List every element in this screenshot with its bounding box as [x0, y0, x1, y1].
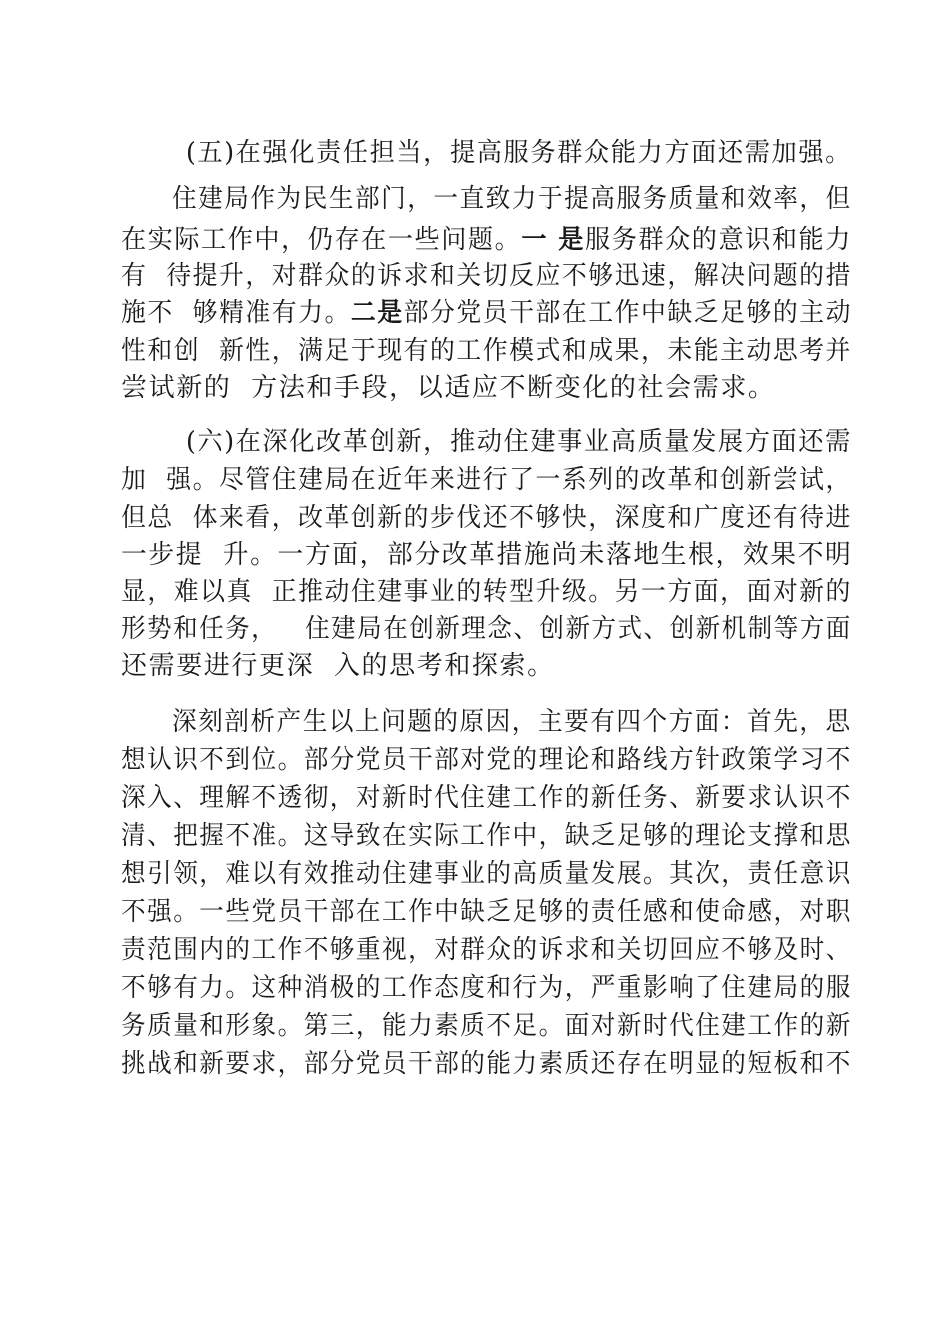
paragraph-line	[121, 222, 852, 258]
text-run: 施不 够精准有力。	[121, 298, 351, 328]
section-heading-5: (五)在强化责任担当，提高服务群众能力方面还需加强。	[186, 138, 852, 168]
paragraph-line: 清、把握不准。这导致在实际工作中，缺乏足够的理论支撑和思	[121, 821, 852, 851]
text-run: 部分党员干部在工作中缺乏足够的主动	[403, 298, 852, 328]
paragraph-line: 形势和任务， 住建局在创新理念、创新方式、创新机制等方面	[121, 614, 852, 644]
paragraph-line: 深刻剖析产生以上问题的原因，主要有四个方面：首先，思	[172, 707, 852, 737]
paragraph-line: 不强。一些党员干部在工作中缺乏足够的责任感和使命感，对职	[121, 897, 852, 927]
paragraph-line: 但总 体来看，改革创新的步伐还不够快，深度和广度还有待进	[121, 503, 852, 533]
paragraph-line: 不够有力。这种消极的工作态度和行为，严重影响了住建局的服	[121, 973, 852, 1003]
paragraph-line: 务质量和形象。第三，能力素质不足。面对新时代住建工作的新	[121, 1011, 852, 1041]
paragraph-line: 有 待提升，对群众的诉求和关切反应不够迅速，解决问题的措	[121, 261, 852, 291]
paragraph-line: 还需要进行更深 入的思考和探索。	[121, 651, 555, 681]
paragraph-line: 尝试新的 方法和手段，以适应不断变化的社会需求。	[121, 373, 776, 403]
paragraph-line: 加 强。尽管住建局在近年来进行了一系列的改革和创新尝试，	[121, 465, 852, 495]
paragraph-line: 性和创 新性，满足于现有的工作模式和成果，未能主动思考并	[121, 336, 852, 366]
paragraph-line: 显，难以真 正推动住建事业的转型升级。另一方面，面对新的	[121, 577, 852, 607]
paragraph-line: 挑战和新要求，部分党员干部的能力素质还存在明显的短板和不	[121, 1049, 852, 1079]
text-run: 在实际工作中，仍存在一些问题。	[121, 225, 522, 255]
paragraph-line: 一步提 升。一方面，部分改革措施尚未落地生根，效果不明	[121, 540, 853, 570]
paragraph-line: 深入、理解不透彻，对新时代住建工作的新任务、新要求认识不	[121, 783, 852, 813]
emphasis-text: 一 是	[521, 225, 586, 255]
emphasis-text: 二是	[350, 298, 404, 328]
paragraph-line: 想引领，难以有效推动住建事业的高质量发展。其次，责任意识	[121, 859, 852, 889]
paragraph-line: 责范围内的工作不够重视，对群众的诉求和关切回应不够及时、	[121, 935, 852, 965]
paragraph-line: 想认识不到位。部分党员干部对党的理论和路线方针政策学习不	[121, 745, 852, 775]
text-run: 服务群众的意识和能力	[585, 225, 852, 255]
paragraph-line: 住建局作为民生部门，一直致力于提高服务质量和效率，但	[172, 184, 852, 214]
paragraph-line	[121, 295, 852, 331]
section-heading-6: (六)在深化改革创新，推动住建事业高质量发展方面还需	[186, 427, 852, 457]
